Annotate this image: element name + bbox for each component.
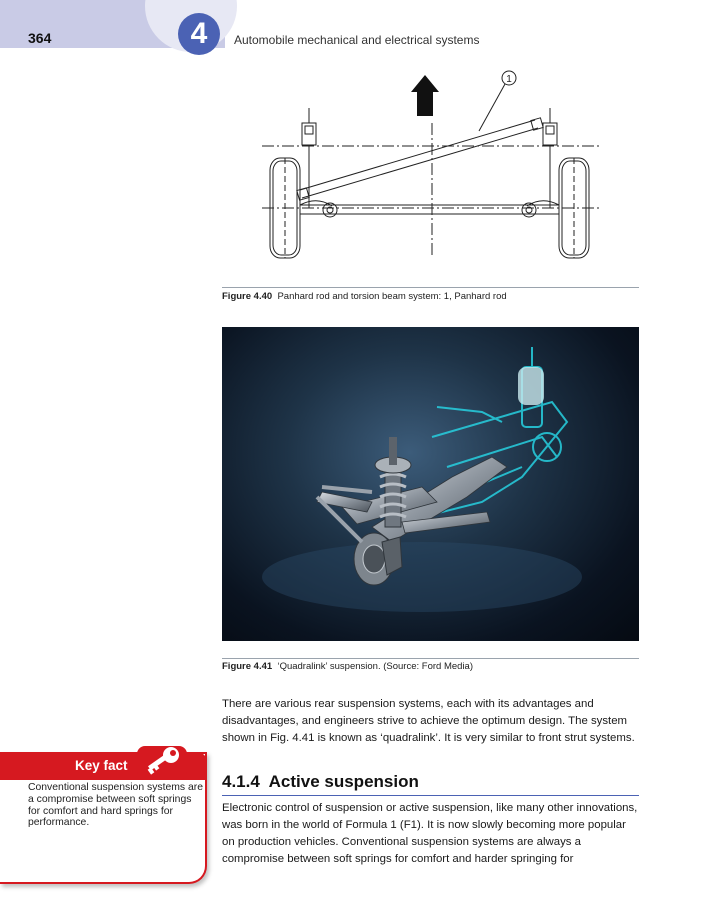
key-icon xyxy=(137,738,187,782)
panhard-rod xyxy=(297,118,543,200)
section-heading xyxy=(222,772,419,792)
section-title: Active suspension xyxy=(268,772,419,791)
figure-4-40-rule xyxy=(222,287,639,288)
figure-4-40-caption xyxy=(222,291,507,302)
figure-4-40-text: Panhard rod and torsion beam system: 1, Panhard rod xyxy=(277,291,507,302)
forward-arrow-icon xyxy=(411,75,439,116)
section-rule xyxy=(222,795,639,796)
callout-label: 1 xyxy=(506,74,512,85)
page-number: 364 xyxy=(28,30,52,46)
key-fact-title: Key fact xyxy=(75,758,128,773)
section-number: 4.1.4 xyxy=(222,772,260,791)
running-head: Automobile mechanical and electrical systems xyxy=(234,33,480,47)
figure-4-41-rule xyxy=(222,658,639,659)
panhard-rod-diagram xyxy=(262,68,602,280)
chapter-number-badge: 4 xyxy=(178,13,220,55)
figure-4-41-text: ‘Quadralink’ suspension. (Source: Ford Media) xyxy=(277,661,473,672)
body-paragraph-1: There are various rear suspension systems, each with its advantages and disadvantages, and engineers strive to achieve the optimum design. The system shown in Fig. 4.41 is known as ‘quadralink’. It is very similar to front strut systems. xyxy=(222,698,635,744)
figure-4-41-number: Figure 4.41 xyxy=(222,661,273,672)
figure-4-40-number: Figure 4.40 xyxy=(222,291,273,302)
quadralink-suspension-photo xyxy=(222,327,639,641)
body-paragraph-2: Electronic control of suspension or active suspension, like many other innovations, was born in the world of Formula 1 (F1). It is now slowly becoming more popular on production vehicles. Conventional suspension systems are always a compromise between soft springs for comfort and harder springing for xyxy=(222,802,638,865)
key-fact-text: Conventional suspension systems are a compromise between soft springs for comfort and hard springs for performance. xyxy=(28,782,204,829)
figure-4-41-caption xyxy=(222,661,473,672)
